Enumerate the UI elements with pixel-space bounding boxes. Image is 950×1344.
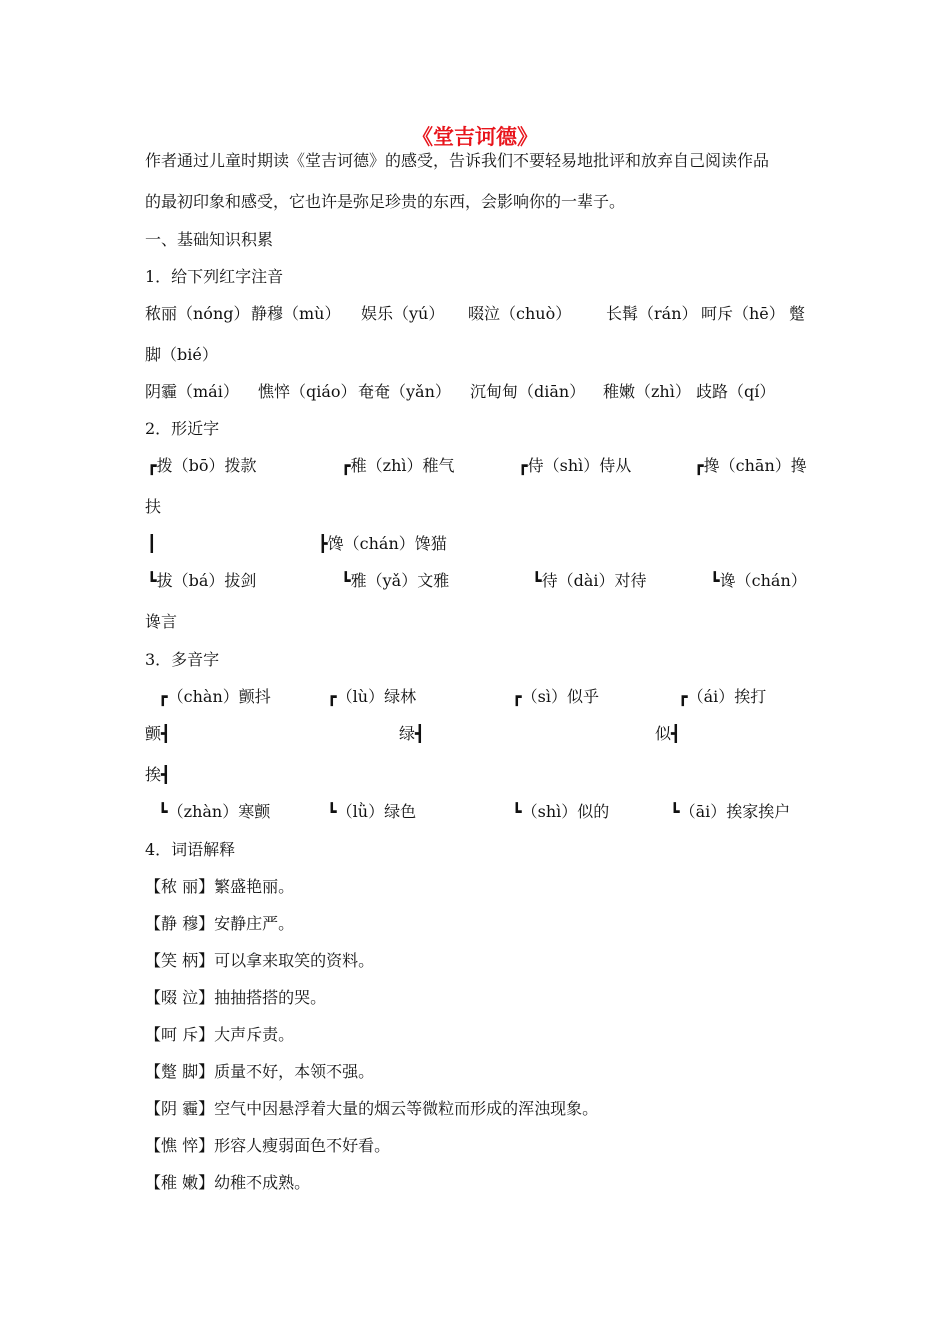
similar-char-continued: 扶 bbox=[145, 497, 162, 516]
similar-char-item: 拨（bō）拨款 bbox=[156, 456, 257, 475]
polyphone-item: （sì）似乎 bbox=[521, 687, 599, 706]
question-1-heading: 1．给下列红字注音 bbox=[145, 267, 284, 286]
polyphone-char-label: 绿 bbox=[399, 724, 416, 743]
bracket-bottom-icon: ┗ bbox=[327, 802, 337, 821]
definition-entry: 【憔 悴】形容人瘦弱面色不好看。 bbox=[145, 1136, 391, 1155]
bracket-mid-icon: ┃ bbox=[147, 534, 157, 553]
polyphone-item: （chàn）颤抖 bbox=[167, 687, 271, 706]
polyphone-char bbox=[655, 723, 681, 745]
similar-char-group bbox=[341, 455, 455, 477]
polyphone-char-label: 颤 bbox=[145, 724, 162, 743]
pinyin-item-continued: 脚（bié） bbox=[145, 345, 218, 364]
similar-char-item: 搀（chān）搀 bbox=[703, 456, 807, 475]
question-2-heading: 2．形近字 bbox=[145, 419, 220, 438]
polyphone-group bbox=[158, 686, 271, 708]
polyphone-char bbox=[399, 723, 425, 745]
bracket-top-icon: ┏ bbox=[678, 687, 688, 706]
question-4-heading: 4．词语解释 bbox=[145, 840, 236, 859]
bracket-top-icon: ┏ bbox=[158, 687, 168, 706]
bracket-top-icon: ┏ bbox=[518, 456, 528, 475]
bracket-bottom-icon: ┗ bbox=[512, 802, 522, 821]
bracket-bottom-icon: ┗ bbox=[341, 571, 351, 590]
bracket-bottom-icon: ┗ bbox=[710, 571, 720, 590]
section-heading-basics: 一、基础知识积累 bbox=[145, 230, 274, 249]
bracket-bottom-icon: ┗ bbox=[147, 571, 157, 590]
definition-entry: 【秾 丽】繁盛艳丽。 bbox=[145, 877, 295, 896]
bracket-mid-icon: ┫ bbox=[161, 765, 171, 784]
polyphone-group bbox=[158, 801, 270, 823]
polyphone-item: （lù）绿林 bbox=[336, 687, 417, 706]
similar-char-group bbox=[694, 455, 807, 477]
definition-entry: 【啜 泣】抽抽搭搭的哭。 bbox=[145, 988, 327, 1007]
polyphone-item: （āi）挨家挨户 bbox=[679, 802, 791, 821]
pinyin-item: 呵斥（hē） bbox=[701, 304, 785, 323]
pinyin-item: 娱乐（yú） bbox=[361, 304, 445, 323]
similar-char-item: 馋（chán）馋猫 bbox=[327, 534, 447, 553]
pinyin-item: 长髯（rán） bbox=[606, 304, 698, 323]
bracket-mid-icon: ┫ bbox=[671, 724, 681, 743]
similar-char-item: 稚（zhì）稚气 bbox=[350, 456, 455, 475]
pinyin-item: 啜泣（chuò） bbox=[468, 304, 572, 323]
polyphone-item: （zhàn）寒颤 bbox=[167, 802, 271, 821]
polyphone-group bbox=[512, 686, 599, 708]
bracket-top-icon: ┏ bbox=[512, 687, 522, 706]
polyphone-char-label: 似 bbox=[655, 724, 672, 743]
pinyin-item: 稚嫩（zhì） bbox=[603, 382, 691, 401]
bracket-branch-icon: ┣ bbox=[318, 534, 328, 553]
document-title: 《堂吉诃德》 bbox=[412, 124, 538, 149]
similar-char-item: 谗（chán） bbox=[719, 571, 807, 590]
definition-entry: 【笑 柄】可以拿来取笑的资料。 bbox=[145, 951, 375, 970]
polyphone-char-label: 挨 bbox=[145, 765, 162, 784]
polyphone-group bbox=[327, 686, 416, 708]
pinyin-item: 沉甸甸（diān） bbox=[470, 382, 586, 401]
polyphone-group bbox=[512, 801, 609, 823]
polyphone-item: （shì）似的 bbox=[521, 802, 610, 821]
bracket-bottom-icon: ┗ bbox=[532, 571, 542, 590]
polyphone-item: （ái）挨打 bbox=[687, 687, 767, 706]
intro-line-2: 的最初印象和感受，它也许是弥足珍贵的东西，会影响你的一辈子。 bbox=[145, 192, 626, 211]
similar-char-group bbox=[341, 570, 449, 592]
pinyin-item: 蹩 bbox=[789, 304, 806, 323]
similar-char-item: 待（dài）对待 bbox=[541, 571, 647, 590]
bracket-top-icon: ┏ bbox=[341, 456, 351, 475]
definition-entry: 【稚 嫩】幼稚不成熟。 bbox=[145, 1173, 311, 1192]
similar-char-group bbox=[532, 570, 647, 592]
bracket-mid-icon: ┫ bbox=[161, 724, 171, 743]
polyphone-item: （lǜ）绿色 bbox=[336, 802, 417, 821]
pinyin-item: 秾丽（nóng） bbox=[145, 304, 250, 323]
polyphone-group bbox=[327, 801, 416, 823]
similar-char-group bbox=[147, 455, 257, 477]
definition-entry: 【呵 斥】大声斥责。 bbox=[145, 1025, 295, 1044]
polyphone-group bbox=[670, 801, 790, 823]
pinyin-item: 奄奄（yǎn） bbox=[358, 382, 451, 401]
similar-char-item: 雅（yǎ）文雅 bbox=[350, 571, 450, 590]
question-3-heading: 3．多音字 bbox=[145, 650, 220, 669]
bracket-top-icon: ┏ bbox=[147, 456, 157, 475]
similar-char-group bbox=[147, 570, 256, 592]
definition-entry: 【阴 霾】空气中因悬浮着大量的烟云等微粒而形成的浑浊现象。 bbox=[145, 1099, 599, 1118]
bracket-bottom-icon: ┗ bbox=[158, 802, 168, 821]
bracket-top-icon: ┏ bbox=[327, 687, 337, 706]
pinyin-item: 憔悴（qiáo） bbox=[258, 382, 357, 401]
similar-char-item: 拔（bá）拔剑 bbox=[156, 571, 257, 590]
bracket-bottom-icon: ┗ bbox=[670, 802, 680, 821]
bracket-top-icon: ┏ bbox=[694, 456, 704, 475]
pinyin-item: 静穆（mù） bbox=[251, 304, 341, 323]
similar-char-group bbox=[318, 533, 447, 555]
pinyin-item: 阴霾（mái） bbox=[145, 382, 239, 401]
polyphone-char bbox=[145, 723, 171, 745]
similar-char-group bbox=[518, 455, 631, 477]
pinyin-item: 歧路（qí） bbox=[696, 382, 776, 401]
similar-char-item: 侍（shì）侍从 bbox=[527, 456, 632, 475]
bracket-mid-icon: ┫ bbox=[415, 724, 425, 743]
similar-char-continued: 谗言 bbox=[145, 612, 178, 631]
definition-entry: 【蹩 脚】质量不好，本领不强。 bbox=[145, 1062, 375, 1081]
definition-entry: 【静 穆】安静庄严。 bbox=[145, 914, 295, 933]
polyphone-group bbox=[678, 686, 766, 708]
similar-char-group bbox=[710, 570, 807, 592]
intro-line-1: 作者通过儿童时期读《堂吉诃德》的感受，告诉我们不要轻易地批评和放弃自己阅读作品 bbox=[145, 151, 770, 170]
polyphone-char bbox=[145, 764, 171, 786]
